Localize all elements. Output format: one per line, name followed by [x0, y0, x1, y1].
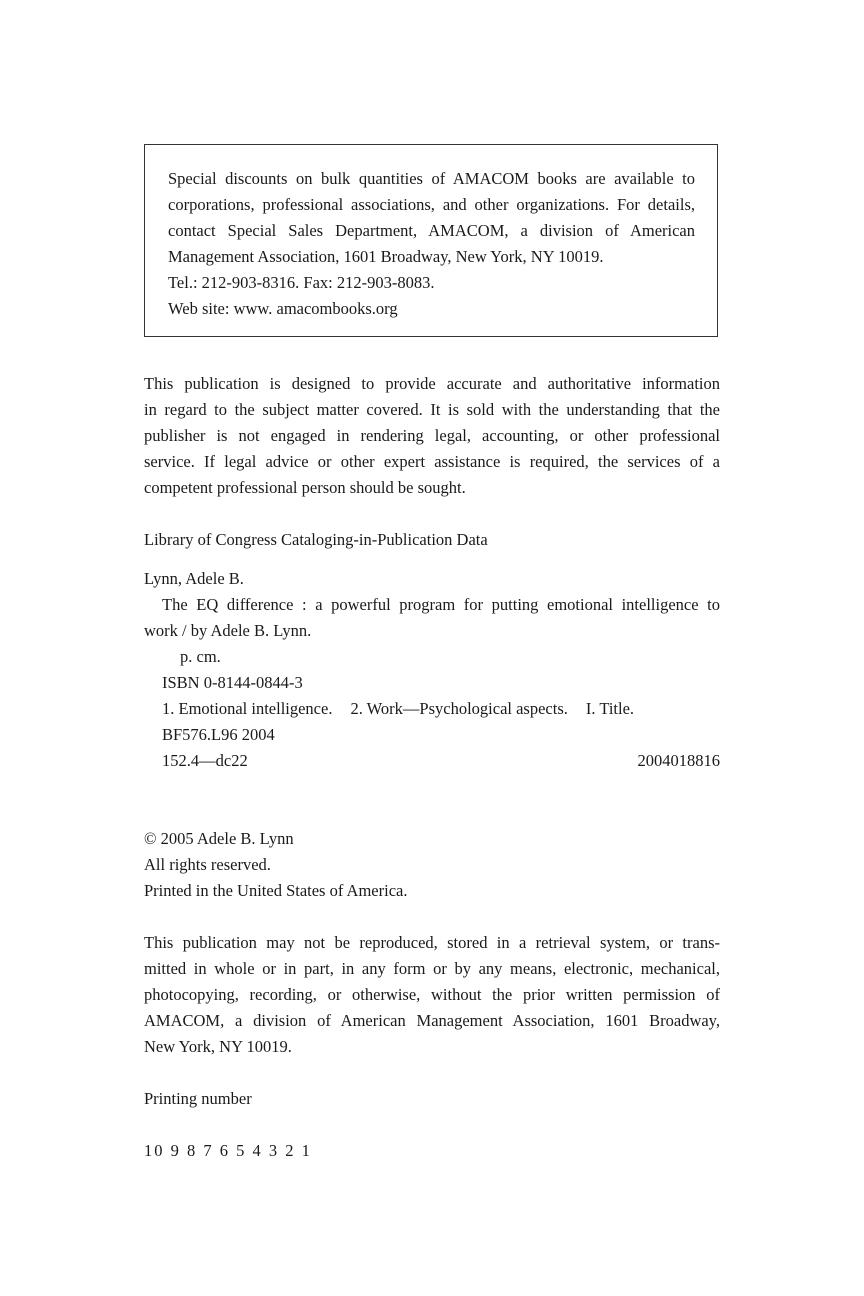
disclaimer-line-3: publisher is not engaged in rendering legal, accounting, or other professional [144, 426, 720, 445]
disclaimer-line-4: service. If legal advice or other expert assistance is required, the services of a [144, 452, 720, 471]
cip-subject-3: I. Title. [585, 699, 635, 718]
cip-title-line-1: The EQ difference : a powerful program for putting emotional intelligence to [162, 595, 720, 614]
cip-subject-1: 1. Emotional intelligence. [162, 699, 333, 718]
cip-author: Lynn, Adele B. [144, 569, 244, 588]
printing-numbers-block [144, 1138, 720, 1164]
disclaimer-paragraph [144, 371, 720, 501]
cip-lccn: 2004018816 [637, 751, 720, 770]
printing-block [144, 1086, 720, 1112]
copyright-line-2: All rights reserved. [144, 855, 271, 874]
copyright-line-1: © 2005 Adele B. Lynn [144, 829, 294, 848]
cip-heading: Library of Congress Cataloging-in-Publication Data [144, 530, 488, 549]
special-sales-box [144, 144, 718, 337]
cip-dewey: 152.4—dc22 [162, 751, 248, 770]
printing-label: Printing number [144, 1089, 252, 1108]
cip-title-line-2: work / by Adele B. Lynn. [144, 621, 312, 640]
copyright-block [144, 826, 720, 904]
rights-line-5: New York, NY 10019. [144, 1037, 292, 1056]
sales-line-5: Tel.: 212-903-8316. Fax: 212-903-8083. [168, 273, 435, 292]
copyright-line-3: Printed in the United States of America. [144, 881, 408, 900]
rights-paragraph [144, 930, 720, 1060]
cip-heading-block [144, 527, 720, 553]
rights-line-3: photocopying, recording, or otherwise, without the prior written permission of [144, 985, 720, 1004]
cip-record [144, 566, 720, 774]
sales-line-4: Management Association, 1601 Broadway, New York, NY 10019. [168, 247, 604, 266]
cip-subject-2: 2. Work—Psychological aspects. [350, 699, 568, 718]
disclaimer-line-2: in regard to the subject matter covered. It is sold with the understanding that the [144, 400, 720, 419]
cip-dewey-row [144, 748, 720, 774]
sales-line-1: Special discounts on bulk quantities of AMACOM books are available to [168, 169, 695, 188]
sales-line-2: corporations, professional associations, and other organizations. For details, [168, 195, 695, 214]
rights-line-2: mitted in whole or in part, in any form or by any means, electronic, mechanical, [144, 959, 720, 978]
rights-line-4: AMACOM, a division of American Management Association, 1601 Broadway, [144, 1011, 720, 1030]
cip-lc-class: BF576.L96 2004 [162, 725, 275, 744]
cip-pages: p. cm. [180, 647, 221, 666]
rights-line-1: This publication may not be reproduced, stored in a retrieval system, or trans- [144, 933, 720, 952]
printing-numbers: 10 9 8 7 6 5 4 3 2 1 [144, 1141, 312, 1160]
sales-line-6: Web site: www. amacombooks.org [168, 299, 398, 318]
cip-subjects [144, 696, 720, 722]
disclaimer-line-5: competent professional person should be sought. [144, 478, 466, 497]
cip-isbn: ISBN 0-8144-0844-3 [162, 673, 303, 692]
disclaimer-line-1: This publication is designed to provide accurate and authoritative information [144, 374, 720, 393]
sales-line-3: contact Special Sales Department, AMACOM, a division of American [168, 221, 695, 240]
